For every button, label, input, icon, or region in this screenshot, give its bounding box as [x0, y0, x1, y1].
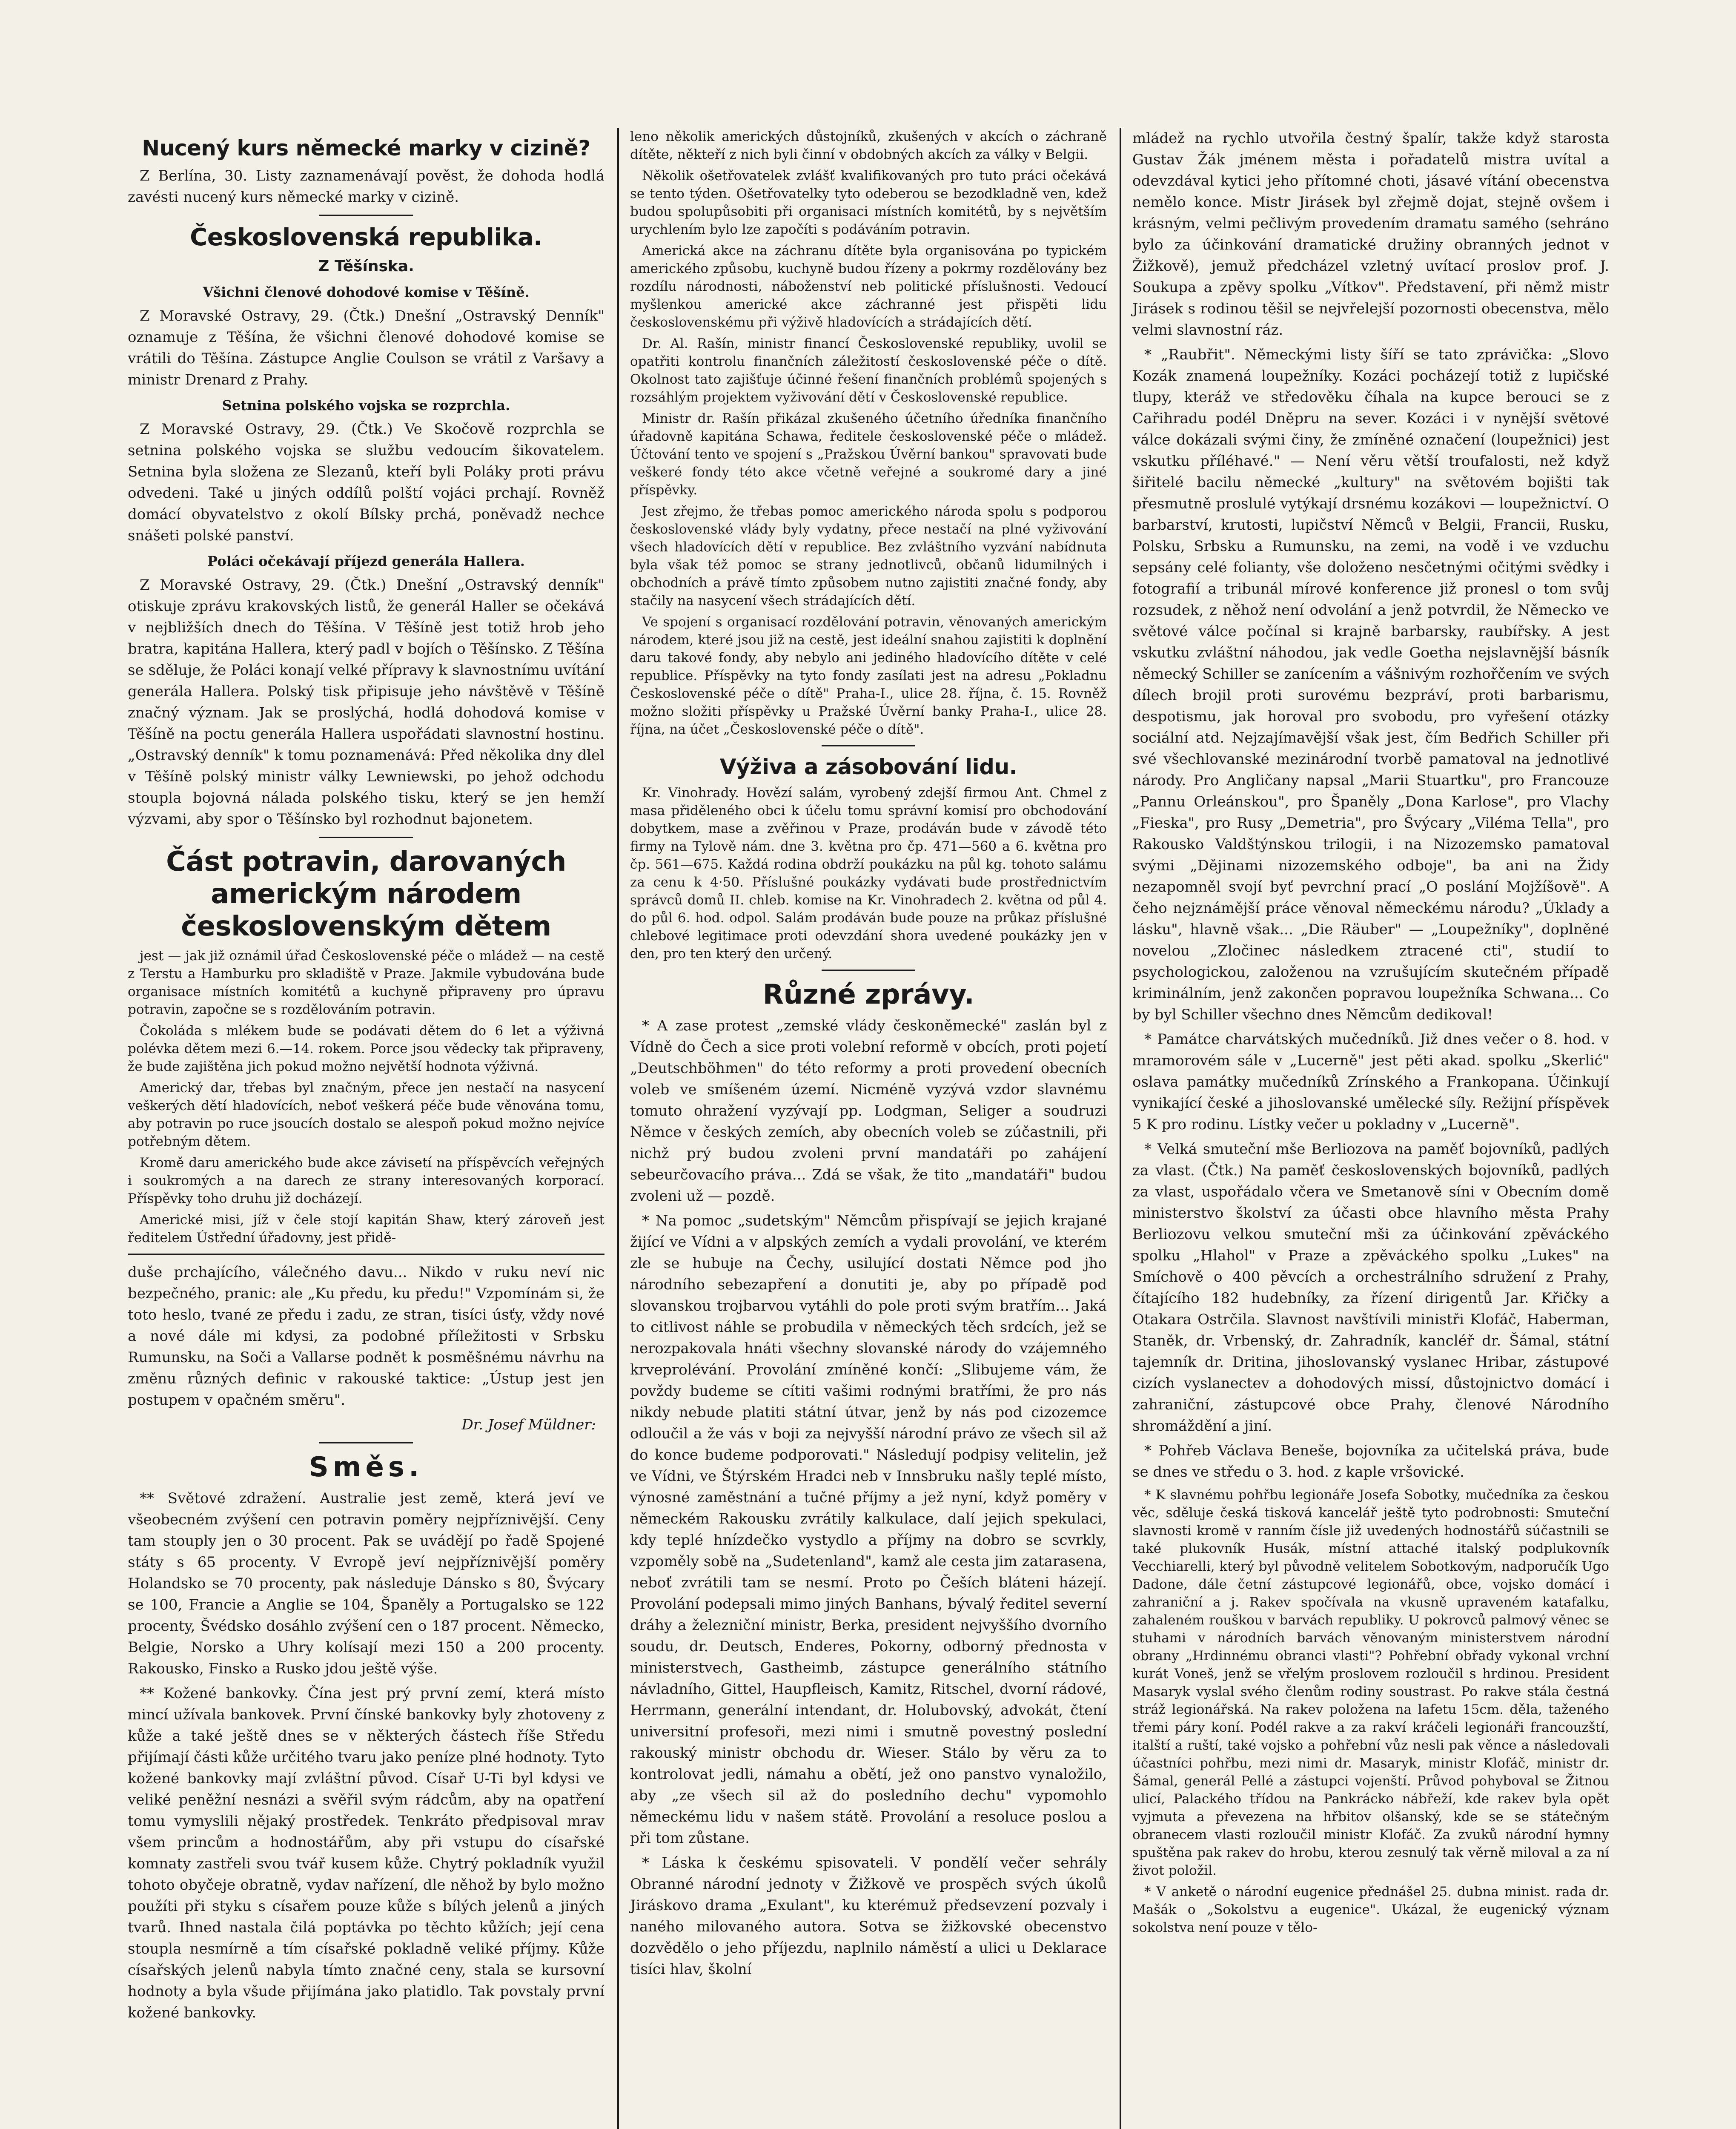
- article-feuilleton-end: duše prchajícího, válečného davu... Nikdo v ruku neví nic bezpečného, pranic: ale „Ku předu, ku předu!" Vzpomínám si, že toto heslo, tvané ze předu i zadu, ze stran, tisíci úsťy, vždy nové a nové dále mi kdysi, za podobné příležitosti v Srbsku Rumunsku, na Soči a Vallarse podnět k posměšnému návrhu na změnu různých definic v rakouské taktice: „Ústup jest jen postupem v opačném směru".: [128, 1264, 604, 1409]
- article-insufficient-help: Jest zřejmo, že třebas pomoc amerického národa spolu s podporou československé vlády byly vydatny, přece nestačí na plné vyživování všech hladovících dětí v republice. Bez zvláštního vyzvání nabídnuta byla však též pomoc se strany jednotlivců, občanů lidumilných i obchodních a právě tímto způsobem nutno zajistiti značné fondy, aby stačily na nasycení všech strádajících dětí.: [630, 504, 1107, 608]
- column-1: [128, 128, 604, 2129]
- article-love-for-writer: * Láska k českému spisovateli. V pondělí večer sehrály Obranné národní jednoty v Žižkově ve prospěch svých úkolů Jiráskovo drama „Exulant", ku kterémuž předsevzení pozvaly i naného milovaného autora. Sotva se žižkovské obecenstvo dozvědělo o jeho příjezdu, naplnilo náměstí a ulici u Deklarace tisíci hlav, školní: [630, 1854, 1107, 1978]
- article-leather-banknotes: ** Kožené bankovky. Čína jest prý první zemí, která místo mincí užívala bankovek. První čínské bankovky byly zhotoveny z kůže a také ještě dnes se v některých částech říše Středu přijímají části kůže určitého tvaru jako peníze plné hodnoty. Tyto kožené bankovky mají zvláštní původ. Císař U-Ti byl kdysi ve veliké peněžní nesnázi a svěřil svým rádcům, aby na opatření tomu vymyslili nějaký prostředek. Tenkráto předpisoval mrav všem princům a hodnostářům, aby při vstupu do císařské komnaty zastřeli svou tvář kusem kůže. Chytrý pokladník využil tohoto obyčeje obratně, vydav nařízení, dle něhož by bylo možno použíti při styku s císařem pouze kůže s bílých jelenů a jiných tvarů. Ihned nastala čilá poptávka po těchto kůžích; její cena stoupla nesmírně a tím císařské pokladně veliké příjmy. Kůže císařských jelenů nabyla tímto značné ceny, stala se kursovní hodnoty a byla všude přijímána jako platidlo. Tak povstaly první kožené bankovky.: [128, 1685, 604, 2021]
- article-food-continued: leno několik amerických důstojníků, zkušených v akcích o záchraně dítěte, někteří z nich byli činní v obdobných akcích za války v Belgii.: [630, 129, 1107, 162]
- article-berlioz-mass: * Velká smuteční mše Berliozova na paměť bojovníků, padlých za vlast. (Čtk.) Na paměť československých bojovníků, padlých za vlast, uspořádalo včera ve Smetanově síni v Obecním domě ministerstvo školství za účasti obce hlavního města Prahy Berliozovu velkou smuteční mši za účinkování zpěváckého spolku „Hlahol" v Praze a zpěváckého spolku „Lukes" na Smíchově o 400 pěvcích a orchestrálního sdružení z Prahy, čítajícího 182 hudebníky, za řízení dirigentů Jar. Křičky a Otakara Ostrčila. Slavnost navštívili ministři Klofáč, Haberman, Staněk, dr. Vrbenský, dr. Zahradník, kancléř dr. Šámal, státní tajemník dr. Dritina, jihoslovanský vyslanec Hribar, zástupové cizích vyslanectev a dohodových missí, důstojnictvo domácí i zahraniční, zástupcové obce Prahy, členové Národního shromáždění a jiní.: [1132, 1141, 1609, 1435]
- article-funds: Ve spojení s organisací rozdělování potravin, věnovaných americkým národem, které jsou již na cestě, jest ideální snahou zajistiti k doplnění daru takové fondy, aby nebylo ani jediného hladovícího dítěte v celé republice. Příspěvky na tyto fondy zasílati jest na adresu „Pokladnu Československé péče o dítě" Praha-I., ulice 28. října, č. 15. Rovněž možno složiti příspěvky u Pražské Úvěrní banky Praha-I., ulice 28. října, na účet „Československé péče o dítě".: [630, 614, 1107, 737]
- section-title-miscellany: Směs.: [309, 1452, 424, 1483]
- article-american-action: Americká akce na záchranu dítěte byla organisována po typickém amerického způsobu, kuchyně budou řízeny a pokrmy rozdělovány bez rozdílu národnosti, náboženství neb politické příslušnosti. Vedoucí myšlenkou americké akce záchranné jest přispěti lidu československému při výživě hladovících a strádajících dětí.: [630, 243, 1107, 330]
- article-forced-exchange: Z Berlína, 30. Listy zaznamenávají pověst, že dohoda hodlá zavésti nucený kurs německé marky v cizině.: [128, 167, 604, 206]
- section-title-various-news: Různé zprávy.: [762, 979, 974, 1010]
- article-haller: Z Moravské Ostravy, 29. (Čtk.) Dnešní „Ostravský denník" otiskuje zprávu krakovských listů, že generál Haller se očekává v nejbližších dnech do Těšína. V Těšíně jest totiž hrob jeho bratra, kapitána Hallera, který padl v bojích o Těšínsko. Z Těšína se sděluje, že Poláci konají velké přípravy k slavnostnímu uvítání generála Hallera. Polský tisk připisuje jeho návštěvě v Těšíně značný význam. Jak se proslýchá, hodlá dohodová komise v Těšíně na poctu generála Hallera uspořádati slavnostní hostinu. „Ostravský denník" k tomu poznamenává: Před několika dny dlel v Těšíně polský ministr války Lewniewski, po jehož odchodu stoupla bojovná nálada polského tisku, který se jen hemží výzvami, aby spor o Těšínsko byl rozhodnut bajonetem.: [128, 577, 604, 828]
- article-food-4: Kromě daru amerického bude akce závisetí na příspěvcích veřejných i soukromých a na darech ze strany interesovaných korporací. Příspěvky toho druhu již docházejí.: [128, 1155, 604, 1206]
- article-food-5: Americké misi, jíž v čele stojí kapitán Shaw, který zároveň jest ředitelem Ústřední úřadovny, jest přidě-: [128, 1212, 604, 1245]
- article-food-3: Americký dar, třebas byl značným, přece jen nestačí na nasycení veškerých dětí hladovících, neboť veškerá péče bude věnována tomu, aby potravin po ruce jsoucích dostalo se alespoň pokud možno nejvíce potřebným dětem.: [128, 1080, 604, 1149]
- article-jirasek-continued: mládež na rychlo utvořila čestný špalír, takže když starosta Gustav Žák jménem města i pořadatelů mistra uvítal a odevzdával kytici jeho přítomné choti, jásavé vítání obecenstva nemělo konce. Mistr Jirásek byl zřejmě dojat, stejně ovšem i krásným, velmi pečlivým provedením dramatu samého (sehráno bylo za účinkování dramatické družiny obranných jednot v Žižkově), jemuž předcházel vzletný uvítací proslov prof. J. Soukupa a zpěvy spolku „Vítkov". Představení, při němž mistr Jirásek s rodinou těšil se nejvřelejší pozornosti obecenstva, mělo velmi slavnostní ráz.: [1132, 130, 1609, 339]
- section-title-nutrition: Výživa a zásobování lidu.: [719, 755, 1017, 779]
- headline-commission: Všichni členové dohodové komise v Těšíně.: [203, 284, 530, 300]
- headline-company-fled: Setnina polského vojska se rozprchla.: [222, 397, 510, 413]
- article-food-1: jest — jak již oznámil úřad Československé péče o mládež — na cestě z Terstu a Hamburku pro skladiště v Praze. Jakmile vybudována bude organisace místních komitétů a kuchyně připraveny pro úpravu potravin, započne se s rozdělováním potravin.: [128, 948, 604, 1017]
- article-commission: Z Moravské Ostravy, 29. (Čtk.) Dnešní „Ostravský Denník" oznamuje z Těšína, že všichni členové dohodové komise se vrátili do Těšína. Zástupce Anglie Coulson se vrátil z Varšavy a ministr Drenard z Prahy.: [128, 307, 604, 388]
- subsection-tesinsko: Z Těšínska.: [318, 258, 414, 275]
- article-eugenics-survey: * V anketě o národní eugenice přednášel 25. dubna minist. rada dr. Mašák o „Sokolstvu a eugenice". Ukázal, že eugenický význam sokolstva není pouze v tělo-: [1132, 1884, 1609, 1935]
- article-food-2: Čokoláda s mlékem bude se podávati dětem do 6 let a výživná polévka dětem mezi 6.—14. rokem. Porce jsou vědecky tak připraveny, že bude zajištěna jich pokud možno největší hodnota výživná.: [128, 1023, 604, 1074]
- headline-forced-exchange: Nucený kurs německé marky v cizině?: [142, 136, 590, 161]
- divider: [822, 970, 915, 971]
- article-raubrit: * „Raubřit". Německými listy šíří se tato zprávička: „Slovo Kozák znamená loupežníky. Kozáci pocházejí totiž z lupičské tlupy, kteráž ve středověku číhala na kupce berouci se z Cařihradu podél Dněpru na sever. Kozáci i v nynější světové válce dokázali svými činy, že zmíněné označení (loupežnici) jest vskutku příléhavé." — Není věru větší troufalosti, než když šiřitelé bacilu německé „kultury" na světovém bojišti tak přesmutně proslulé vytýkají drsnému kozákovi — loupežnictví. O barbarství, krutosti, lupičství Němců v Belgii, Francii, Rusku, Polsku, Srbsku a Rumunsku, na zemi, na vodě i ve vzduchu sepsány celé folianty, vše doloženo nesčetnými očitými svědky i fotografií a tribunál mírové konference již pronesl o tom svůj rozsudek, z něhož není odvolání a jenž potvrdil, že Německo ve světové válce počínal si krajně barbarsky, raubířsky. A jest vskutku zvláštní náhodou, jak vedle Goetha nejslavnější básník německý Schiller se zanícením a vášnivým rozhořčením ve svých dílech brojil proti surovému bezpráví, proti barbarismu, despotismu, jak horoval pro svobodu, pro vyřešení otázky sociální atd. Nejzajímavější však jest, čím Bedřich Schiller při své všechlovanské mezinárodní tvorbě pamatoval na jednotlivé národy. Pro Angličany napsal „Marii Stuartku", pro Francouze „Pannu Orleánskou", pro Španěly „Dona Karlose", pro Vlachy „Fieska", pro Rusy „Demetria", pro Švýcary „Viléma Tella", pro Rakousko Valdštýnskou trilogii, i na Nizozemsko pamatoval svými „Dějinami nizozemského odboje", ba ani na Židy nezapomněl svojí byť pevrchní prací „O poslání Mojžíšově". A čeho nejznámější práce věnoval německému národu? „Úklady a lásku", hlavně však... „Die Räuber" — „Loupežníky", doplněné novelou „Zločinec následkem ztracené cti", studií to psychologickou, založenou na vzrušujícím skutečném případě kriminálním, jenž zakončen popravou loupežníka Schwana... Co by byl Schiller všechno dnes Němcům dedikoval!: [1132, 346, 1609, 1023]
- article-minister-accounting: Ministr dr. Rašín přikázal zkušeného účetního úředníka finančního úřadovně kapitána Schawa, ředitele československé péče o mládež. Účtování tento ve spojení s „Pražskou Úvěrní bankou" spravovati bude veškeré fondy této akce včetně veřejné a soukromé dary a jiné příspěvky.: [630, 411, 1107, 498]
- divider: [128, 1254, 604, 1255]
- article-benes-funeral: * Pohřeb Václava Beneše, bojovníka za učitelská práva, bude se dnes ve středu o 3. hod. z kaple vršovické.: [1132, 1442, 1609, 1481]
- newspaper-page: [128, 128, 1609, 2129]
- column-2: [617, 128, 1107, 2129]
- author-signature: Dr. Josef Müldner:: [461, 1416, 596, 1433]
- article-croatian-martyrs: * Památce charvátských mučedníků. Již dnes večer o 8. hod. v mramorovém sále v „Lucerně" jest pěti akad. spolku „Skerlić" oslava památky mučedníků Zrínského a Frankopana. Účinkují vynikající české a jihoslovanské umělecké síly. Režijní příspěvek 5 K pro rodinu. Lístky večer u pokladny v „Lucerně".: [1132, 1031, 1609, 1133]
- article-company-fled: Z Moravské Ostravy, 29. (Čtk.) Ve Skočově rozprchla se setnina polského vojska se službu vedoucím šikovatelem. Setnina byla složena ze Slezanů, kteří byli Poláky proti právu odvedeni. Také u jiných oddílů polští vojáci prchají. Rovněž domácí obyvatelstvo z okolí Bílsky prchá, poněvadž nechce snášeti polské panství.: [128, 421, 604, 544]
- section-title-republic: Československá republika.: [190, 224, 542, 251]
- article-nurses: Několik ošetřovatelek zvlášť kvalifikovaných pro tuto práci očekává se tento týden. Ošetřovatelky tyto odeberou se bezodkladně ven, kdež budou spolupůsobiti při organisaci místních komitétů, by s největším urychlením bylo lze započíti s podáváním potravin.: [630, 168, 1107, 237]
- column-3: [1120, 128, 1609, 2129]
- article-protest: * A zase protest „zemské vlády českoněmecké" zaslán byl z Vídně do Čech a sice proti volební reformě v obcích, proti pojetí „Deutschböhmen" do této reformy a proti provedení obecních voleb ve smíšeném území. Nicméně vyzývá vzdor slavnému tomuto ohražení vyzývají pp. Lodgman, Seliger a soudruzi Němce v českých zemích, aby obecních voleb se zúčastnili, při nichž prý budou zvoleni první mandatáři po zahájení sebeurčovacího práva... Zdá se však, že tito „mandatáři" budou zvoleni už — pozdě.: [630, 1017, 1107, 1205]
- article-vinohrady-salami: Kr. Vinohrady. Hovězí salám, vyrobený zdejší firmou Ant. Chmel z masa přiděleného obci k účelu tomu správní komisí pro obchodování dobytkem, mase a zvěřinou v Praze, prodáván bude v závodě této firmy na Tylově nám. dne 3. května pro čp. 471—560 a 6. května pro čp. 561—675. Každá rodina obdrží poukázku na půl kg. tohoto salámu za cenu k 4·50. Příslušné poukázky vydávati bude prostřednictvím správců domů II. chleb. komise na Kr. Vinohradech 2. května od půl 4. do půl 6. hod. odpol. Salám prodáván bude pouze na průkaz příslušné chlebové legitimace proti odevzdání shora uvedené poukázky jen v den, pro ten který den určený.: [630, 785, 1107, 961]
- headline-food-donation: Část potravin, darovaných americkým národem československým dětem: [166, 846, 566, 942]
- article-sudeten-germans: * Na pomoc „sudetským" Němcům přispívají se jejich krajané žijící ve Vídni a v alpských zemích a vydali provolání, ve kterém zle se hubuje na Čechy, usilující dostati Němce pod jho národního sebezapření a donutiti je, aby po případě pod slovanskou trojbarvou vytáhli do pole proti svým bratřím... Jaká to citlivost náhle se probudila v německých těch srdcích, jež se nerozpakovala hnáti všechny slovanské národy do vzájemného krveprolévání. Provolání zmíněné končí: „Slibujeme vám, že povždy budeme se cítiti vašimi rodnými bratřími, že pro nás nikdy nebude platiti státní útvar, jenž by nás pod cizozemce odloučil a že vás v boji za nejvyšší národní právo ze všech sil až do konce budeme podporovati." Následují podpisy velitelin, jež ve Vídni, ve Štýrském Hradci neb v Innsbruku našly teplé místo, výnosné zaměstnání a tučné příjmy a jež nyní, když poměry v německém Rakousku zvrátily kalkulace, dalí jejich spekulaci, kdy teplé hnízdečko vystydlo a příjmy na dobro se scvrkly, vzpoměly sobě na „Sudetenland", kamž ale cesta jim zatarasena, neboť zvrátili tam se nesmí. Proto po Češích bláteni házejí. Provolání podepsali mimo jiných Banhans, bývalý ředitel severní dráhy a železniční ministr, Berka, president nejvyššího dvorního soudu, dr. Deutsch, Enderes, Pokorny, odborný přednosta v ministerstvech, Gastheimb, zástupce generálního státního návladního, Gittel, Haupfleisch, Kamitz, Ritschel, dvorní rádové, Herrmann, generální intendant, dr. Holubovský, advokát, čtení universitní profesoři, mezi nimi i smutně povestný poslední rakouský ministr obchodu dr. Wieser. Stálo by věru za to kontrolovat jedli, námahu a obětí, jež ono panstvo vynaložilo, aby „ze všech sil až do posledního dechu" vypomohlo německému lidu v našem státě. Provolání a resoluce poslou a při tom zůstane.: [630, 1212, 1107, 1847]
- divider: [319, 215, 413, 216]
- article-sobotka-funeral: * K slavnému pohřbu legionáře Josefa Sobotky, mučedníka za českou věc, sděluje česká tisková kancelář ještě tyto podrobnosti: Smuteční slavnosti kromě v ranním čísle již uvedených hodnostářů súčastnili se také plukovník Husák, místní attaché italský podplukovník Vecchiarelli, který byl původně velitelem Sobotkovým, nadporučík Ugo Dadone, dále četní zástupcové legionářů, obce, vojsko domácí i zahraniční a j. Rakev spočívala na vkusně upraveném katafalku, zahaleném rouškou v barvách republiky. U pokrovců palmový věnec se stuhami v národních barvách věnovaným ministerstvem národní obrany „Hrdinnému obranci vlasti"? Pohřební obřady vykonal vrchní kurát Voneš, jenž se vřelým proslovem rozloučil s hrdinou. President Masaryk vyslal svého členům rodiny soustrast. Po rakve stála čestná stráž legionářská. Na rakev položena na lafetu 15cm. děla, taženého třemi páry koní. Podél rakve a za rakví kráčeli legionáři francouzští, italští a ruští, také vojsko a pohřební vůz nesli pak věnce a následovali účastníci pohřbu, mezi nimi dr. Masaryk, ministr Klofáč, ministr dr. Šámal, generál Pellé a zástupci vojenští. Průvod pohyboval se Žitnou ulicí, Palackého třídou na Pankrácko nábřeží, kde rakev byla opět vyjmuta a převezena na hřbitov olšanský, kde se se státečným obranecem vlasti rozloučil ministr Klofáč. Za zvuků národní hymny spuštěna pak rakev do hrobu, kterou zesnulý tak věrně miloval a za ní život položil.: [1132, 1487, 1609, 1878]
- headline-haller: Poláci očekávají příjezd generála Hallera.: [207, 553, 525, 569]
- article-rasin: Dr. Al. Rašín, ministr financí Československé republiky, uvolil se opatřiti kontrolu finančních záležitostí československé péče o dítě. Okolnost tato zajišťuje účinné řešení finančních problémů spojených s rozsáhlým projektem vyživování dětí v Československé republice.: [630, 336, 1107, 405]
- divider: [319, 837, 413, 838]
- divider: [319, 1442, 413, 1443]
- divider: [822, 745, 915, 746]
- article-world-prices: ** Světové zdražení. Australie jest země, která jeví ve všeobecném zvýšení cen potravin poměry nejpříznivější. Ceny tam stouply jen o 30 procent. Pak se uvádějí po řadě Spojené státy s 65 procenty. V Evropě jeví nejpříznivější poměry Holandsko se 70 procenty, pak následuje Dánsko s 80, Švýcary se 100, Francie a Anglie se 104, Španěly a Portugalsko se 122 procenty, Švédsko dosáhlo zvýšení cen o 187 procent. Německo, Belgie, Norsko a Uhry kolísají mezi 150 a 200 procenty. Rakousko, Finsko a Rusko jdou ještě výše.: [128, 1490, 604, 1677]
